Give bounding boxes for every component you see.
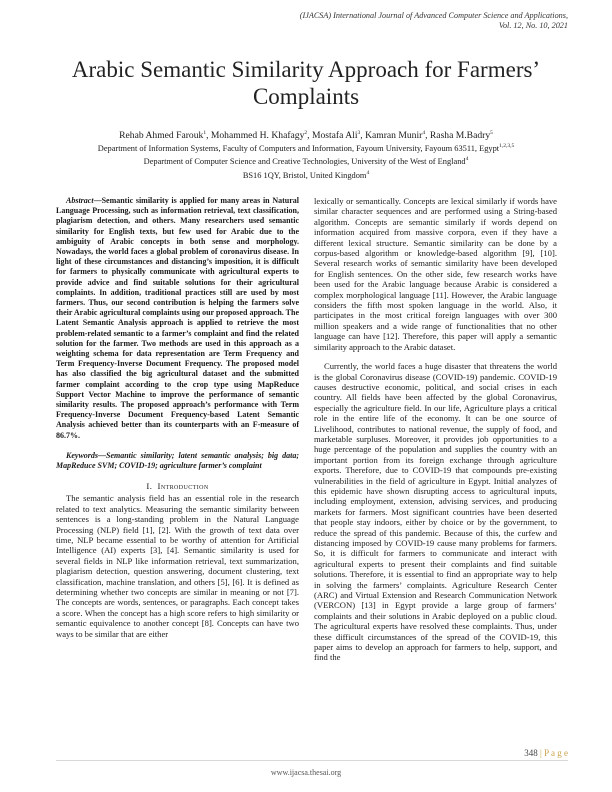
footer-url: www.ijacsa.thesai.org <box>270 768 342 777</box>
author: Kamran Munir <box>365 130 423 142</box>
section-heading: I. Introduction <box>146 481 209 492</box>
journal-name: (IJACSA) International Journal of Advanced Computer Science and Applications, <box>299 11 568 20</box>
journal-volume: Vol. 12, No. 10, 2021 <box>498 21 568 30</box>
keywords: Keywords—Semantic similarity; latent semantic analysis; big data; MapReduce SVM; COVID-19; agriculture farmer’s complaint <box>56 450 299 471</box>
affiliations: Department of Information Systems, Faculty of Computers and Information, Fayoum University, Fayoum 63511, Egypt$^{1,2,3,5}$ Department of Computer Science and Creative Technologies, University of the West of England$^4$ BS16 1QY, Bristol, United Kingdom$^4$ <box>97 143 515 180</box>
left-column <box>56 196 299 639</box>
footer-divider <box>56 760 568 761</box>
page-number: 348 | P a g e <box>524 748 568 758</box>
author: Mostafa Ali <box>311 130 358 142</box>
author: Rehab Ahmed Farouk <box>119 130 204 142</box>
author: Mohammed H. Khafagy <box>210 130 305 142</box>
body-paragraph: Currently, the world faces a huge disaster that threatens the world is the global Coronavirus disease (COVID-19) pandemic. COVID-19 causes destructive economic, political, and social crises in each country. All fields have been affected by the global Coronavirus, especially the agriculture field. In our life, Agriculture plays a critical role in the entire life of the economy. It can be one source of Livelihood, contributes to national revenue, the supply of food, and marketable surpluses. Moreover, it provides job opportunities to a huge percentage of the population and supplies the country with an important portion from its foreign exchange through agriculture exports. Therefore, due to COVID-19 that compounds pre-existing vulnerabilities in the field of agriculture in Egypt. Initial analyzes of this epidemic have shown disrupting access to agricultural inputs, including employment, extension, advising services, and producing markets for farmers. Most significant countries have been deserted that people stay indoors, either by choice or by the government, to reduce the spread of this pandemic. Because of this, the curfew and distancing imposed by COVID-19 cause many problems for farmers. So, it is difficult for farmers to communicate and interact with agricultural experts to present their complaints and find suitable solutions. Therefore, it is essential to find an appropriate way to help in solving the farmers’ complaints. Agriculture Research Center (ARC) and Virtual Extension and Research Communication Network (VERCON) [13] in Egypt provide a large group of farmers’ complaints and their solutions in Arabic deployed on a public cloud. The agricultural experts have resolved these complaints. Thus, under these difficult circumstances of the spread of the COVID-19, this paper aims to develop an approach for farmers to help, support, and find the <box>314 361 557 663</box>
right-column <box>314 196 557 663</box>
author-list: Rehab Ahmed Farouk$^1$, Mohammed H. Khafagy$^2$, Mostafa Ali$^3$, Kamran Munir$^4$, Rasha M.Badry$^5$ <box>119 130 493 142</box>
paper-title: Arabic Semantic Similarity Approach for Farmers’ Complaints <box>71 57 541 109</box>
intro-paragraph: The semantic analysis field has an essential role in the research related to text analytics. Measuring the semantic similarity between sentences is a long-standing problem in the Natural Language Processing (NLP) field [1], [2]. With the growth of text data over time, NLP became essential to be worthy of attention for Artificial Intelligence (AI) experts [3], [4]. Semantic similarity is used for several fields in NLP like information retrieval, text summarization, plagiarism detection, question answering, document clustering, text classification, machine translation, and others [5], [6]. It is defined as determining whether two concepts are similar in meaning or not [7]. The concepts are words, sentences, or paragraphs. Each concept takes a score. When the concept has a high score refers to high similarity or semantic equivalence to another concept [8]. Concepts can have two ways to be similar that are either <box>56 493 299 639</box>
author: Rasha M.Badry <box>429 130 491 142</box>
running-header <box>300 11 568 31</box>
abstract: Abstract—Semantic similarity is applied for many areas in Natural Language Processing, such as information retrieval, text classification, plagiarism detection, and others. Many researchers used semantic similarity for English texts, but few used for Arabic due to the ambiguity of Arabic concepts in both sense and morphology. Nowadays, the world faces a global problem of coronavirus disease. In light of these circumstances and distancing’s imposition, it is difficult for farmers to physically communicate with agricultural experts to provide advice and find suitable solutions for their agricultural complaints. In addition, traditional practices still are used by most farmers. Thus, our second contribution is helping the farmers solve their Arabic agricultural complaints using our proposed approach. The Latent Semantic Analysis approach is applied to retrieve the most problem-related semantic to a farmer’s complaint and find the related solution for the farmer. Two methods are used in this approach as a weighting schema for data representation are Term Frequency and Term Frequency-Inverse Document Frequency. The proposed model has also classified the big agricultural dataset and the submitted farmer complaint according to the crop type using MapReduce Support Vector Machine to improve the performance of semantic similarity results. The proposed approach’s performance with Term Frequency-Inverse Document Frequency-based Latent Semantic Analysis achieved better than its counterparts with an F-measure of 86.7%. <box>56 196 299 440</box>
body-paragraph: lexically or semantically. Concepts are lexical similarly if words have similar character sequences and are performed using a String-based algorithm. Concepts are semantic similarly if words depend on information acquired from massive corpora, even if they have a different lexical structure. Semantic similarity can be done by a corpus-based algorithm or knowledge-based algorithm [9], [10]. Several research works of semantic similarity have been developed for English sentences. On the other side, few research works have been used for the Arabic language because Arabic is considered a complex morphological language [11]. However, the Arabic language considers the fifth most spoken language in the world. Also, it participates in the most critical foreign languages with over 300 million speakers and a wide range of functionalities that no other language can have [12]. Therefore, this paper will apply a semantic similarity approach to the Arabic dataset. <box>314 196 557 352</box>
